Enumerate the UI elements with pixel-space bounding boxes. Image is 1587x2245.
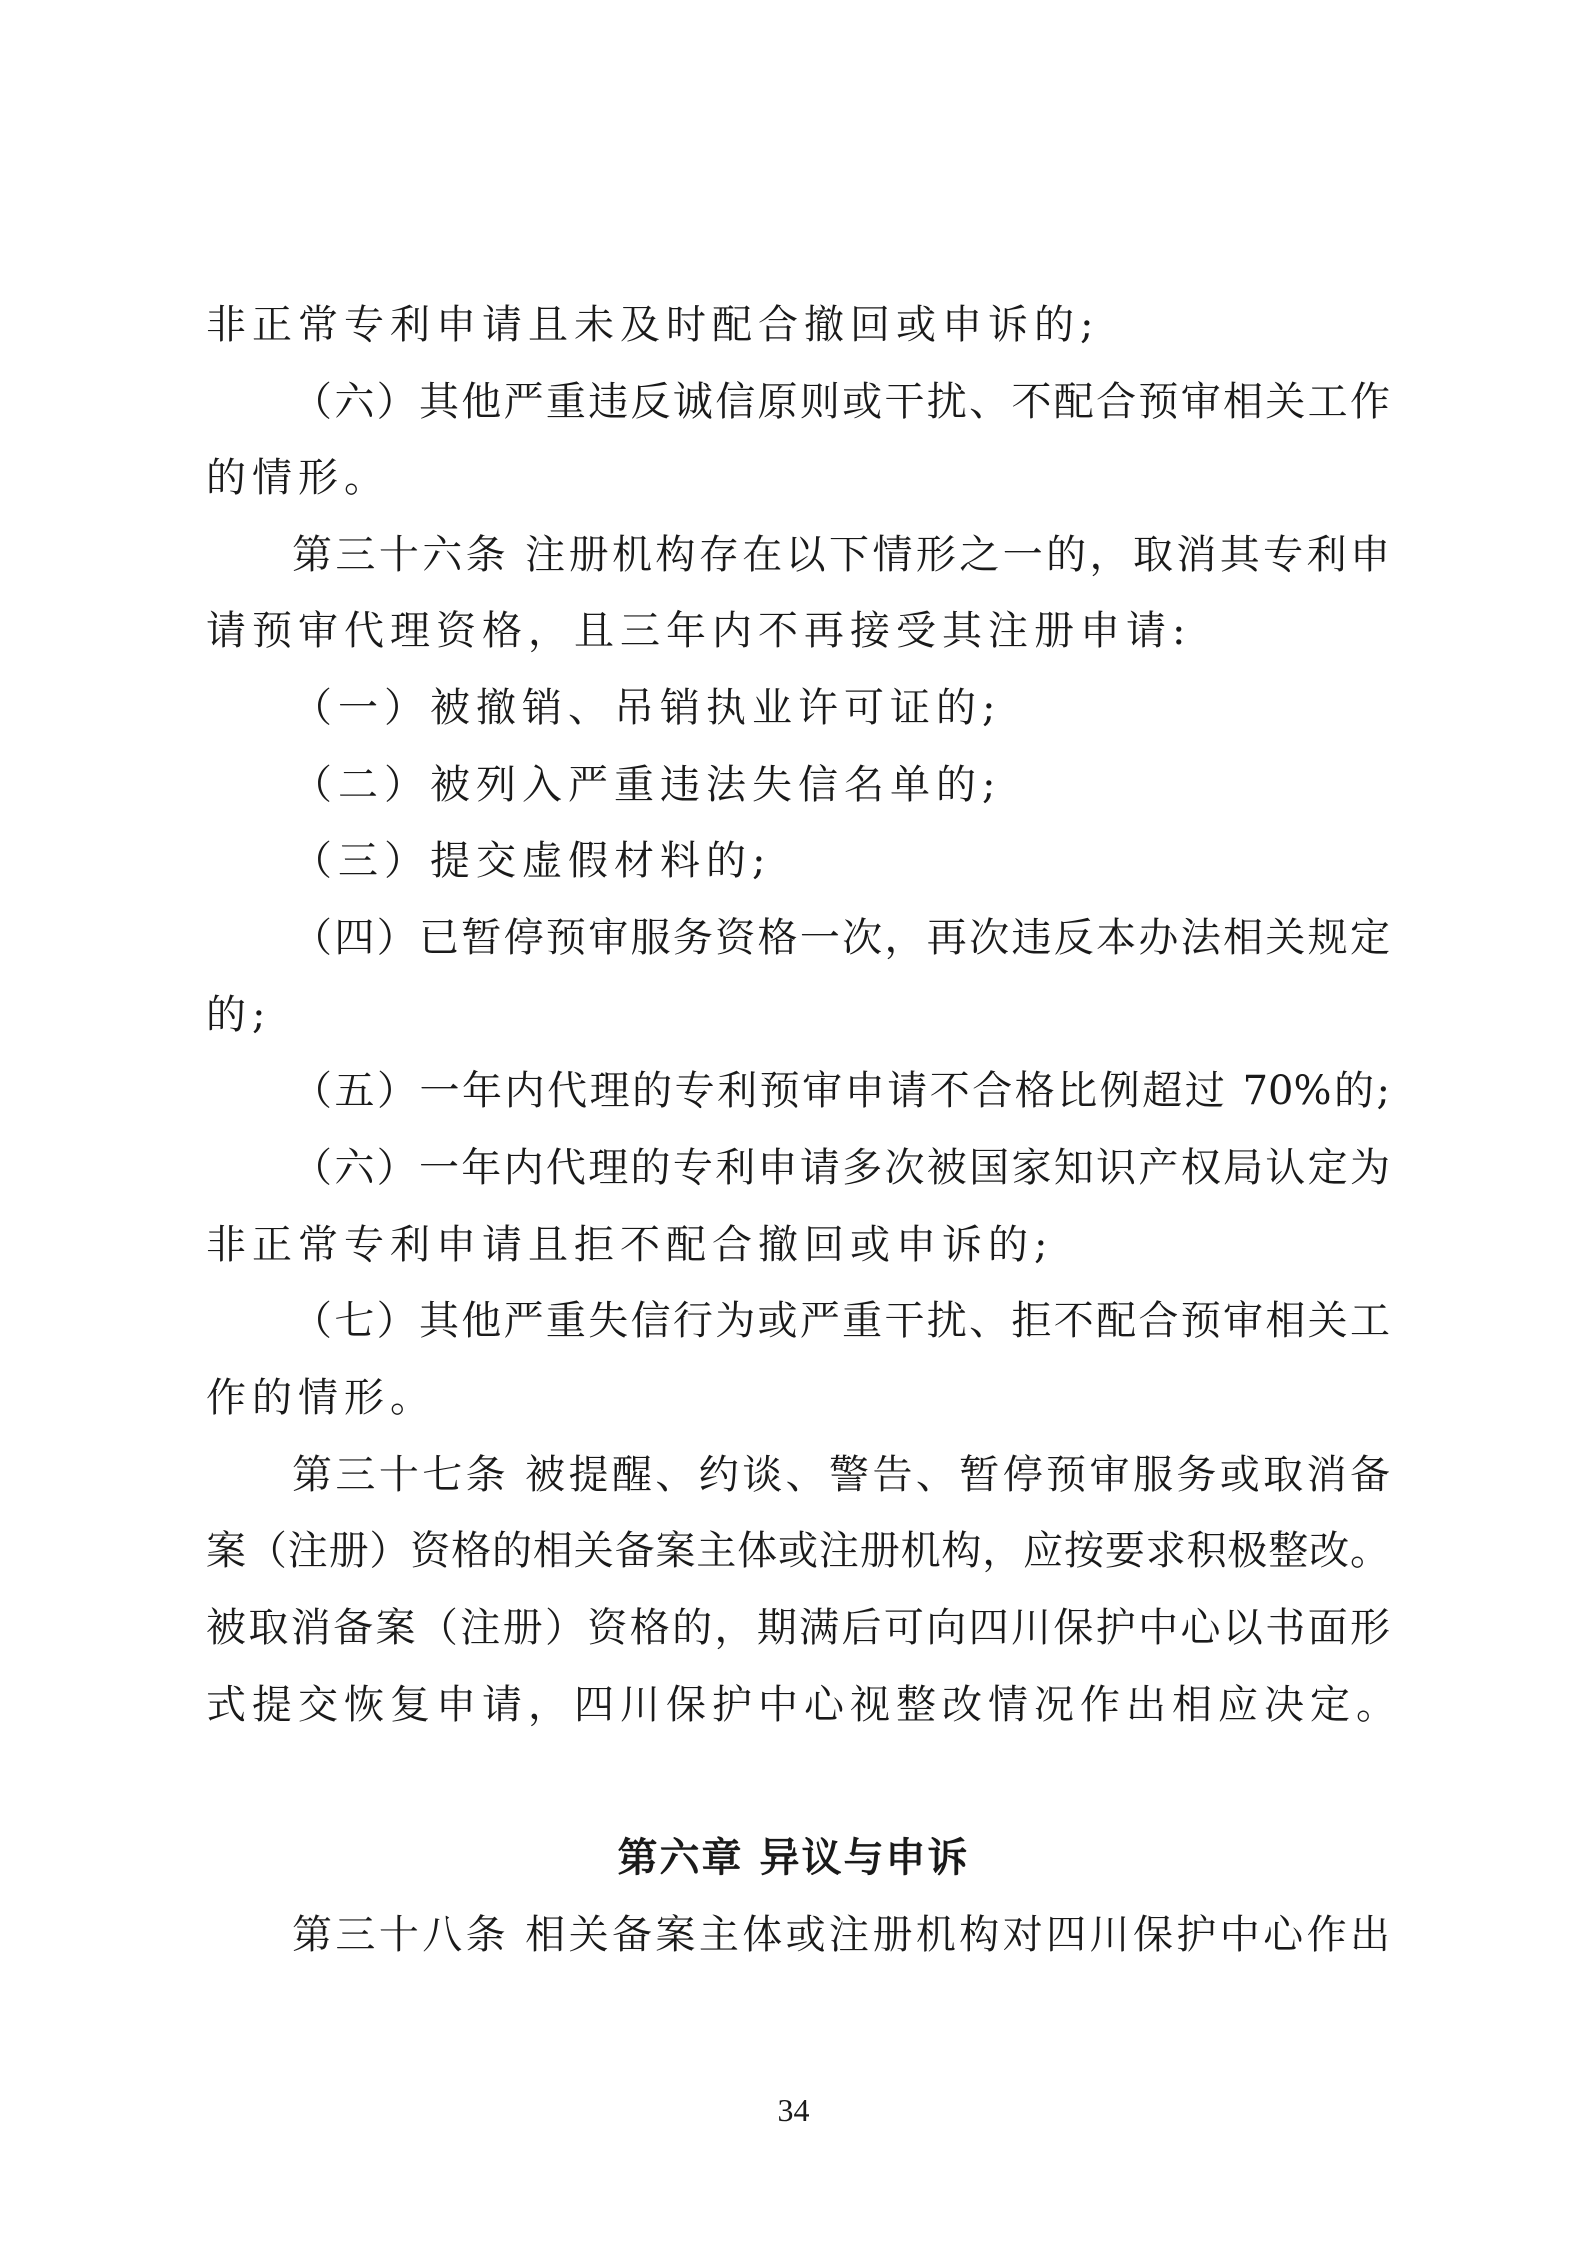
list-item-6: （六）一年内代理的专利申请多次被国家知识产权局认定为: [292, 1145, 1390, 1191]
text-line-5: 请预审代理资格，且三年内不再接受其注册申请:: [206, 608, 1192, 654]
text-line-17: 案（注册）资格的相关备案主体或注册机构，应按要求积极整改。: [206, 1528, 1390, 1574]
text-line-10: 的;: [206, 992, 272, 1038]
text-line-2: （六）其他严重违反诚信原则或干扰、不配合预审相关工作: [292, 379, 1390, 425]
list-item-4: （四）已暂停预审服务资格一次，再次违反本办法相关规定: [292, 915, 1390, 961]
article-36-heading-line: 第三十六条 注册机构存在以下情形之一的，取消其专利申: [292, 532, 1390, 578]
text-line-15: 作的情形。: [206, 1375, 436, 1421]
page-number: 34: [777, 2092, 810, 2128]
list-item-2: （二）被列入严重违法失信名单的;: [292, 762, 1002, 808]
list-item-5: （五）一年内代理的专利预审申请不合格比例超过 70%的;: [292, 1068, 1390, 1114]
list-item-7: （七）其他严重失信行为或严重干扰、拒不配合预审相关工: [292, 1298, 1390, 1344]
text-line-13: 非正常专利申请且拒不配合撤回或申诉的;: [206, 1222, 1054, 1268]
text-line-3: 的情形。: [206, 455, 390, 501]
article-38-heading-line: 第三十八条 相关备案主体或注册机构对四川保护中心作出: [292, 1912, 1390, 1958]
article-37-heading-line: 第三十七条 被提醒、约谈、警告、暂停预审服务或取消备: [292, 1452, 1390, 1498]
list-item-1: （一）被撤销、吊销执业许可证的;: [292, 685, 1002, 731]
text-line-1: 非正常专利申请且未及时配合撤回或申诉的;: [206, 302, 1100, 348]
chapter-title: 第六章 异议与申诉: [617, 1835, 970, 1881]
text-line-18: 被取消备案（注册）资格的，期满后可向四川保护中心以书面形: [206, 1605, 1390, 1651]
text-line-19: 式提交恢复申请，四川保护中心视整改情况作出相应决定。: [206, 1682, 1402, 1728]
list-item-3: （三）提交虚假材料的;: [292, 838, 772, 884]
